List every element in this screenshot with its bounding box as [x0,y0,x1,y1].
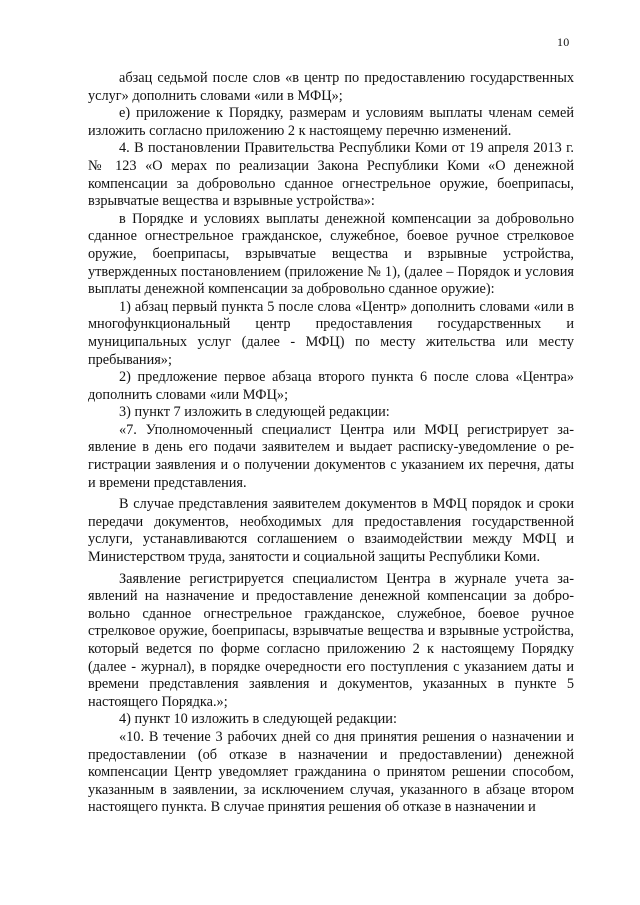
paragraph-5: 1) абзац первый пункта 5 после слова «Центр» дополнить словами «или в многофункциональный центр предоставления государственных и муниципальных услуг (далее - МФЦ) по месту жительства или месту пребывания»; [88,298,574,368]
paragraph-10: Заявление регистрируется специалистом Центра в журнале учета заявлений на назначение и предоставление денежной компенсации за добровольно сданное огнестрельное гражданское, служебное, боевое ручное стрелковое оружие, боеприпасы, взрывчатые вещества и взрывные устройства, который ведется по форме согласно приложению 2 к настоящему Порядку (далее - журнал), в порядке очередности его поступления с указанием даты и времени представления заявления и документов, указанных в пункте 5 настоящего Порядка.»; [88,570,574,710]
document-body [88,70,574,817]
paragraph-8: «7. Уполномоченный специалист Центра или МФЦ регистрирует заявление в день его подачи заявителем и выдает расписку-уведомление о регистрации заявления и о получении документов с указанием их перечня, даты и времени представления. [88,421,574,491]
paragraph-6: 2) предложение первое абзаца второго пункта 6 после слова «Центра» дополнить словами «или МФЦ»; [88,369,574,403]
page-number: 10 [557,35,570,49]
paragraph-2: е) приложение к Порядку, размерам и условиям выплаты членам семей изложить согласно приложению 2 к настоящему перечню изменений. [88,105,574,139]
paragraph-1: абзац седьмой после слов «в центр по предоставлению государственных услуг» дополнить словами «или в МФЦ»; [88,70,574,104]
paragraph-4: в Порядке и условиях выплаты денежной компенсации за добровольно сданное огнестрельное гражданское, служебное, боевое ручное стрелковое оружие, боеприпасы, взрывчатые вещества и взрывные устройства, утвержденных постановлением (приложение № 1), (далее – Порядок и условия выплаты денежной компенсации за добровольно сданное оружие): [88,210,574,298]
paragraph-7: 3) пункт 7 изложить в следующей редакции: [119,404,390,421]
paragraph-12: «10. В течение 3 рабочих дней со дня принятия решения о назначении и предоставлении (об отказе в назначении и предоставлении) денежной компенсации Центр уведомляет гражданина о принятом решении способом, указанным в заявлении, за исключением случая, указанного в абзаце втором настоящего пункта. В случае принятия решения об отказе в назначении и [88,728,574,816]
paragraph-11: 4) пункт 10 изложить в следующей редакции: [119,711,397,728]
paragraph-9: В случае представления заявителем документов в МФЦ порядок и сроки передачи документов, необходимых для предоставления государственной услуги, устанавливаются соглашением о взаимодействии между МФЦ и Министерством труда, занятости и социальной защиты Республики Коми. [88,496,574,566]
paragraph-3: 4. В постановлении Правительства Республики Коми от 19 апреля 2013 г. № 123 «О мерах по реализации Закона Республики Коми «О денежной компенсации за добровольно сданное огнестрельное оружие, боеприпасы, взрывчатые вещества и взрывные устройства»: [88,140,574,210]
